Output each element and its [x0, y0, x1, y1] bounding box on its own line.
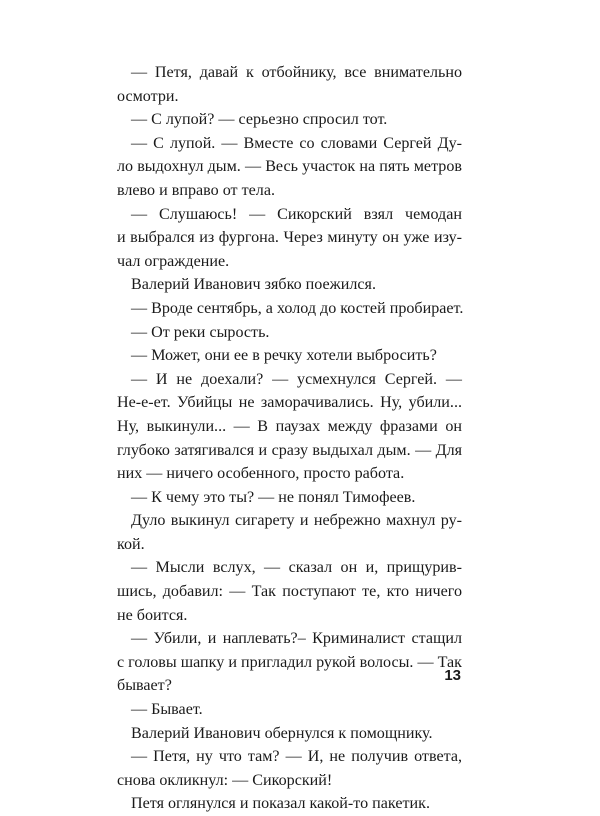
text-line: — К чему это ты? — не понял Тимофеев.: [131, 488, 416, 506]
text-line: Валерий Иванович обернулся к помощнику.: [131, 724, 433, 742]
text-line: чал ограждение.: [117, 252, 230, 270]
text-line: и выбрался из фургона. Через минуту он уже изу-: [117, 229, 462, 247]
text-line: шись, добавил: — Так поступают те, кто ничего: [117, 583, 462, 601]
text-line: не боится.: [117, 606, 188, 624]
text-line: — От реки сырость.: [131, 323, 270, 341]
text-line: них — ничего особенного, просто работа.: [117, 465, 405, 483]
text-line: с головы шапку и пригладил рукой волосы. — Так: [117, 653, 462, 671]
text-line: — С лупой? — серьезно спросил тот.: [131, 111, 388, 129]
text-line: Петя оглянулся и показал какой-то пакетик.: [131, 795, 430, 813]
text-line: — С лупой. — Вместе со словами Сергей Ду-: [131, 134, 462, 152]
text-line: — Вроде сентябрь, а холод до костей пробирает.: [131, 299, 464, 317]
text-line: кой.: [117, 535, 145, 553]
text-line: бывает?: [117, 677, 172, 695]
text-line: глубоко затягивался и сразу выдыхал дым. — Для: [117, 441, 462, 459]
text-line: — Петя, давай к отбойнику, все внимательно: [131, 64, 462, 81]
text-line: Дуло выкинул сигарету и небрежно махнул ру-: [131, 512, 462, 530]
text-line: Валерий Иванович зябко поежился.: [131, 276, 376, 294]
text-line: — Бывает.: [131, 701, 203, 719]
page-number: 13: [444, 667, 461, 684]
text-line: — Петя, ну что там? — И, не получив ответа,: [131, 748, 462, 766]
text-line: Ну, выкинули... — В паузах между фразами он: [117, 417, 462, 435]
body-text: [117, 61, 462, 816]
text-line: снова окликнул: — Сикорский!: [117, 771, 333, 789]
text-line: ло выдохнул дым. — Весь участок на пять метров: [117, 158, 462, 176]
text-line: — Мысли вслух, — сказал он и, прищурив-: [131, 559, 462, 577]
text-line: осмотри.: [117, 87, 179, 105]
text-line: влево и вправо от тела.: [117, 181, 275, 199]
text-line: — И не доехали? — усмехнулся Сергей. —: [131, 370, 462, 388]
text-line: Не-е-ет. Убийцы не заморачивались. Ну, убили...: [117, 394, 462, 412]
text-line: — Убили, и наплевать?– Криминалист стащил: [131, 630, 462, 648]
text-line: — Слушаюсь! — Сикорский взял чемодан: [131, 205, 462, 223]
text-line: — Может, они ее в речку хотели выбросить?: [131, 347, 437, 365]
